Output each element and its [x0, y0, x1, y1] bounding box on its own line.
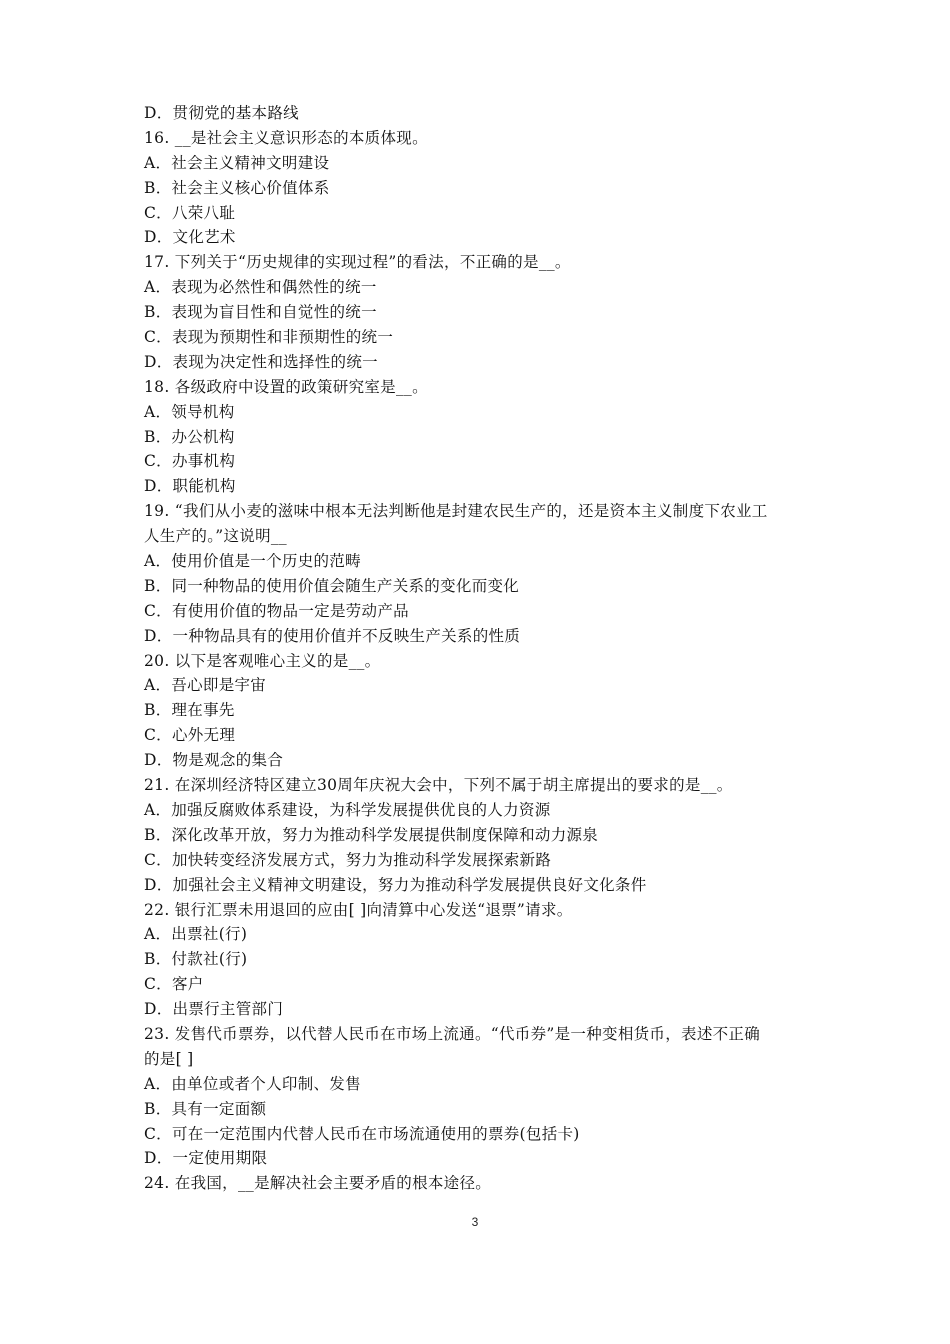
text-line: 17. 下列关于“历史规律的实现过程”的看法，不正确的是__。: [144, 253, 571, 272]
text-line: B．同一种物品的使用价值会随生产关系的变化而变化: [144, 576, 520, 595]
text-line: C．有使用价值的物品一定是劳动产品: [144, 601, 409, 620]
text-line: 的是[ ]: [144, 1049, 194, 1068]
text-line: B．办公机构: [144, 427, 235, 446]
text-line: 22. 银行汇票未用退回的应由[ ]向清算中心发送“退票”请求。: [144, 900, 573, 919]
text-line: 人生产的。”这说明__: [144, 527, 287, 546]
text-line: A．使用价值是一个历史的范畴: [144, 552, 361, 571]
text-line: B．付款社(行): [144, 950, 248, 969]
text-line: 19. “我们从小麦的滋味中根本无法判断他是封建农民生产的，还是资本主义制度下农业工: [144, 502, 768, 521]
text-line: A．表现为必然性和偶然性的统一: [144, 278, 377, 297]
text-line: C．客户: [144, 975, 204, 994]
question-text-block: [144, 101, 824, 1196]
text-line: A．出票社(行): [144, 925, 248, 944]
text-line: D．加强社会主义精神文明建设，努力为推动科学发展提供良好文化条件: [144, 875, 647, 894]
text-line: 21. 在深圳经济特区建立30周年庆祝大会中，下列不属于胡主席提出的要求的是__。: [144, 776, 733, 795]
text-line: 24. 在我国，__是解决社会主要矛盾的根本途径。: [144, 1174, 492, 1193]
text-line: 23. 发售代币票券，以代替人民币在市场上流通。“代币券”是一种变相货币，表述不正确: [144, 1024, 761, 1043]
text-line: B．具有一定面额: [144, 1099, 267, 1118]
text-line: D．文化艺术: [144, 228, 236, 247]
page-number: 3: [471, 1215, 479, 1229]
text-line: A．由单位或者个人印制、发售: [144, 1074, 361, 1093]
text-line: C．八荣八耻: [144, 203, 236, 222]
text-line: B．理在事先: [144, 701, 235, 720]
text-line: D．贯彻党的基本路线: [144, 104, 299, 122]
text-line: D．物是观念的集合: [144, 751, 284, 770]
text-line: 18. 各级政府中设置的政策研究室是__。: [144, 377, 428, 396]
text-line: C．可在一定范围内代替人民币在市场流通使用的票券(包括卡): [144, 1124, 580, 1143]
text-line: A．吾心即是宇宙: [144, 676, 267, 695]
text-line: D．一定使用期限: [144, 1149, 268, 1168]
text-line: C．表现为预期性和非预期性的统一: [144, 328, 394, 347]
text-line: A．领导机构: [144, 402, 235, 421]
text-line: 20. 以下是客观唯心主义的是__。: [144, 651, 381, 670]
text-line: C．加快转变经济发展方式，努力为推动科学发展探索新路: [144, 850, 552, 869]
text-line: 16. __是社会主义意识形态的本质体现。: [144, 128, 428, 147]
text-line: D．职能机构: [144, 477, 236, 496]
text-line: D．一种物品具有的使用价值并不反映生产关系的性质: [144, 626, 521, 645]
text-line: C．办事机构: [144, 452, 236, 471]
text-line: B．表现为盲目性和自觉性的统一: [144, 303, 377, 322]
text-line: D．出票行主管部门: [144, 1000, 284, 1019]
text-line: B．深化改革开放，努力为推动科学发展提供制度保障和动力源泉: [144, 825, 599, 844]
text-line: C．心外无理: [144, 726, 236, 745]
text-line: A．加强反腐败体系建设，为科学发展提供优良的人力资源: [144, 800, 551, 819]
text-line: A．社会主义精神文明建设: [144, 153, 330, 172]
text-line: D．表现为决定性和选择性的统一: [144, 352, 378, 371]
text-line: B．社会主义核心价值体系: [144, 178, 330, 197]
